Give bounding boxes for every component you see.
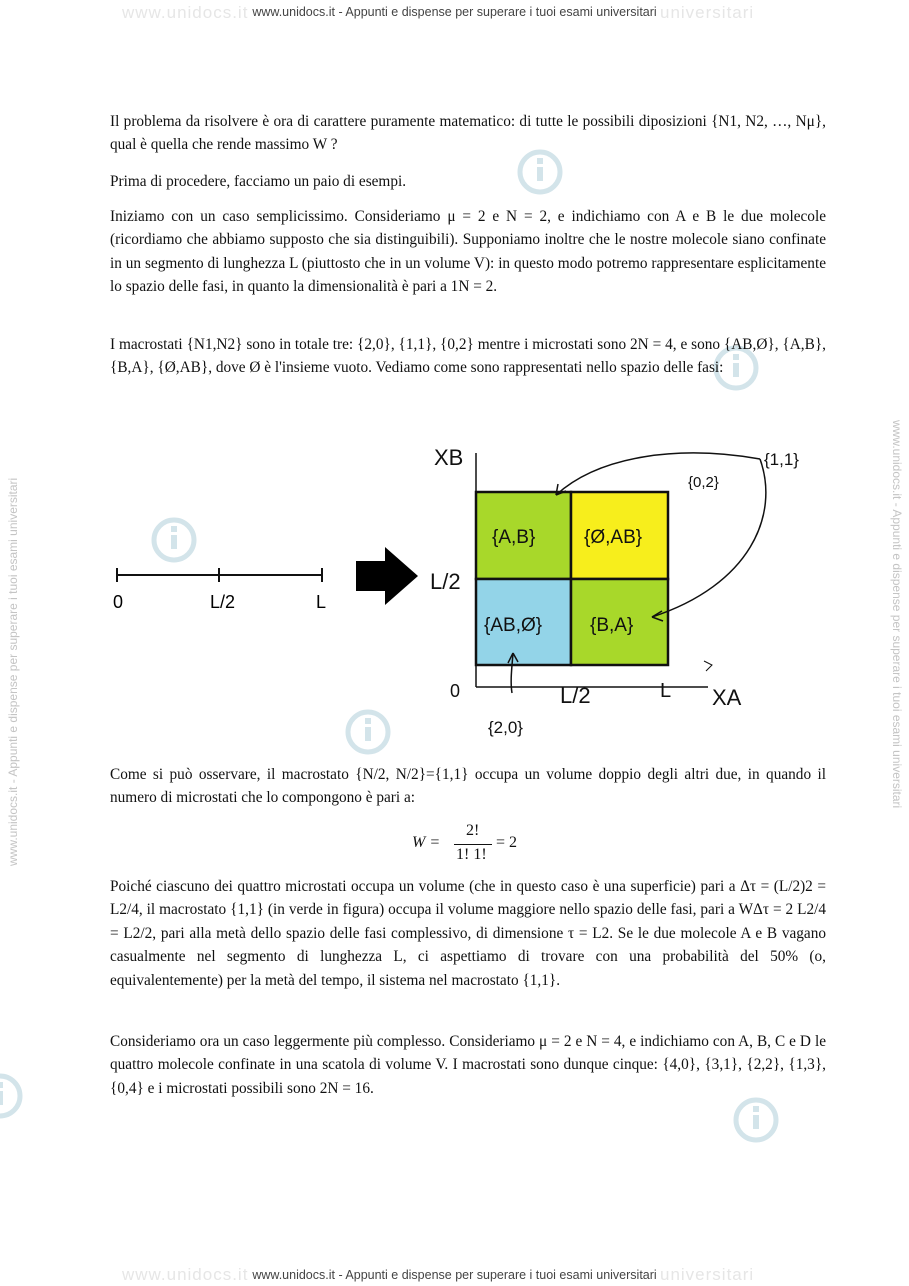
origin-label: 0 (450, 681, 461, 701)
side-watermark-left: www.unidocs.it - Appunti e dispense per superare i tuoi esami universitari (6, 477, 20, 866)
equation-fraction-bar (454, 844, 492, 845)
cell-label-top-right: {Ø,AB} (584, 527, 643, 548)
paragraph-6-block (110, 875, 826, 992)
cell-label-bottom-right: {B,A} (590, 615, 634, 636)
unidocs-logo-watermark-icon (0, 1072, 24, 1120)
watermark-ghost-text: universitari (660, 1265, 755, 1284)
y-mid-label: L/2 (430, 569, 461, 594)
paragraph-3: Iniziamo con un caso semplicissimo. Consideriamo μ = 2 e N = 2, e indichiamo con A e B le due molecole (ricordiamo che abbiamo supposto che sia distinguibili). Supponiamo inoltre che le nostre molecole siano confinate in un segmento di lunghezza L (piuttosto che in un volume V): in questo modo potremo rappresentare esplicitamente lo spazio delle fasi, in quanto la dimensionalità è pari a 1N = 2. (110, 208, 826, 296)
paragraph-3-block (110, 205, 826, 299)
axis-y-label: XB (434, 445, 464, 470)
watermark-ghost-text: www.unidocs.it (122, 1265, 249, 1284)
paragraph-4: I macrostati {N1,N2} sono in totale tre: {2,0}, {1,1}, {0,2} mentre i microstati sono 2N = 4, e sono {AB,Ø}, {A,B}, {B,A}, {Ø,AB}, dove Ø è l'insieme vuoto. Vediamo come sono rappresentati nello spazio delle fasi: (110, 336, 826, 377)
phase-space-figure (100, 435, 820, 755)
segment-label-L: L (316, 592, 327, 612)
page-header[interactable]: www.unidocs.it - Appunti e dispense per superare i tuoi esami universitari (252, 5, 657, 19)
x-end-label: L (660, 680, 672, 702)
paragraph-5: Come si può osservare, il macrostato {N/2, N/2}={1,1} occupa un volume doppio degli altri due, in quando il numero di microstati che lo compongono è pari a: (110, 766, 826, 807)
paragraph-7: Consideriamo ora un caso leggermente più complesso. Consideriamo μ = 2 e N = 4, e indichiamo con A, B, C e D le quattro molecole confinate in una scatola di volume V. I macrostati sono dunque cinque: {4,0}, {3,1}, {2,2}, {1,3}, {0,4} e i microstati possibili sono 2N = 16. (110, 1033, 826, 1097)
paragraph-1: Il problema da risolvere è ora di carattere puramente matematico: di tutte le possibili diposizioni {N1, N2, …, Nμ}, qual è quella che rende massimo W ? (110, 113, 826, 154)
annotation-macro-11: {1,1} (764, 450, 799, 469)
equation-denominator: 1! 1! (456, 846, 487, 863)
equation-W (0, 818, 909, 870)
equation-lhs: W = (412, 834, 441, 851)
segment-diagram (117, 568, 322, 582)
paragraph-6: Poiché ciascuno dei quattro microstati occupa un volume (che in questo caso è una superficie) pari a Δτ = (L/2)2 = L2/4, il macrostato {1,1} (in verde in figura) occupa il volume maggiore nello spazio delle fasi, pari a WΔτ = 2 L2/4 = L2/2, pari alla metà dello spazio delle fasi complessivo, di dimensione τ = L2. Se le due molecole A e B vagano casualmente nel segmento di lunghezza L, ci aspettiamo di trovare con una probabilità del 50% (o, equivalentemente) per la metà del tempo, il sistema nel macrostato {1,1}. (110, 878, 826, 989)
paragraph-4-block (110, 333, 826, 380)
side-watermark-right: www.unidocs.it - Appunti e dispense per superare i tuoi esami universitari (890, 420, 904, 809)
equation-numerator: 2! (466, 822, 480, 839)
annotation-macro-02: {0,2} (688, 474, 719, 491)
watermark-ghost-text: www.unidocs.it (122, 3, 249, 22)
x-mid-label: L/2 (560, 683, 591, 708)
annotation-macro-20: {2,0} (488, 718, 523, 737)
watermark-ghost-text: universitari (660, 3, 755, 22)
axis-x-label: XA (712, 685, 742, 710)
paragraph-2: Prima di procedere, facciamo un paio di esempi. (110, 173, 407, 190)
arrow-right-icon (356, 547, 418, 605)
segment-label-half: L/2 (210, 592, 236, 612)
cell-label-top-left: {A,B} (492, 527, 536, 548)
cell-label-bottom-left: {AB,Ø} (484, 615, 543, 636)
page-footer[interactable]: www.unidocs.it - Appunti e dispense per superare i tuoi esami universitari (252, 1268, 657, 1282)
paragraph-7-block (110, 1030, 826, 1100)
paragraph-1-block (110, 110, 826, 157)
segment-label-0: 0 (113, 592, 124, 612)
paragraph-2-block (110, 170, 826, 193)
paragraph-5-block (110, 763, 826, 810)
equation-rhs: = 2 (496, 834, 518, 851)
unidocs-logo-watermark-icon (732, 1096, 780, 1144)
